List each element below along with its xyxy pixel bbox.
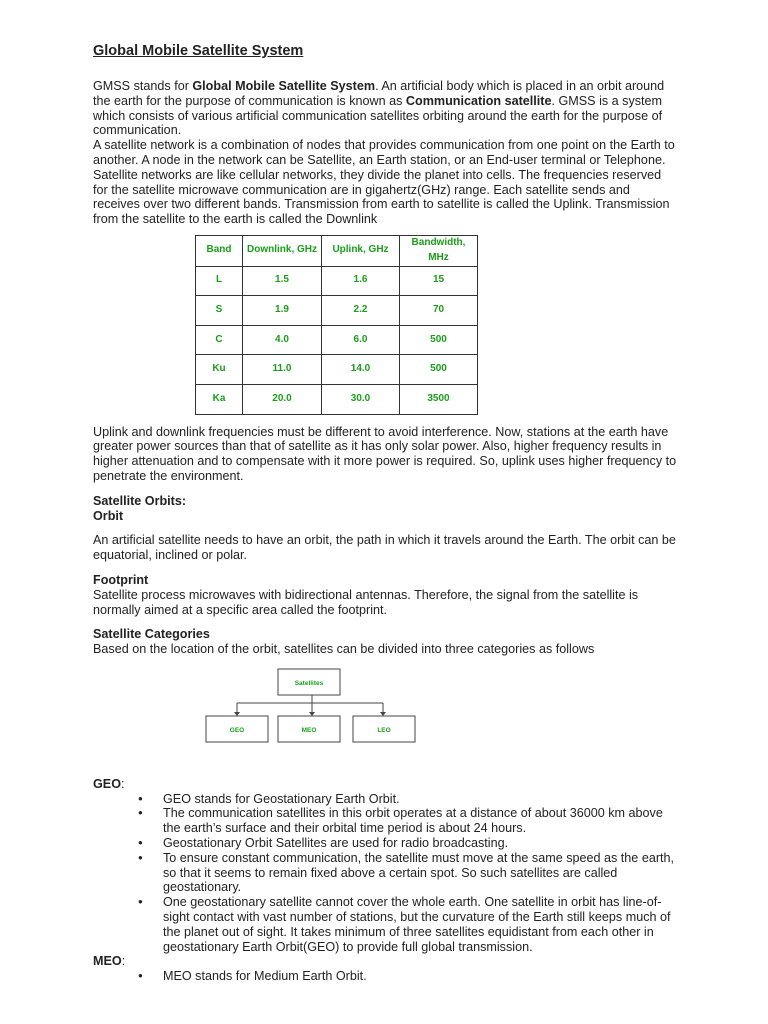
table-cell: 14.0 xyxy=(322,355,400,385)
diagram-child-label: GEO xyxy=(229,726,245,734)
diagram-child-label: LEO xyxy=(377,726,391,734)
table-row xyxy=(196,296,478,326)
table-cell: C xyxy=(196,325,243,355)
orbit-paragraph: An artificial satellite needs to have an orbit, the path in which it travels around the Earth. The orbit can be equatorial, inclined or polar. xyxy=(93,533,676,563)
table-row xyxy=(196,384,478,414)
table-header: Bandwidth, MHz xyxy=(400,235,478,266)
intro-paragraph-2: A satellite network is a combination of nodes that provides communication from one point on the Earth to another. A node in the network can be Satellite, an Earth station, or an End-user terminal or Telephone. Satellite networks are like cellular networks, they divide the planet into cells. The frequencies reserved for the satellite microwave communication are in gigahertz(GHz) range. Each satellite sends and receives over two different bands. Transmission from earth to satellite is called the Uplink. Transmission from the satellite to the earth is called the Downlink xyxy=(93,138,675,227)
table-header-row xyxy=(196,235,478,266)
list-item: ● GEO stands for Geostationary Earth Orbit. xyxy=(93,792,678,807)
meo-suffix: : xyxy=(121,954,126,969)
table-header: Band xyxy=(196,235,243,266)
table-header: Downlink, GHz xyxy=(243,235,322,266)
table-row xyxy=(196,266,478,296)
intro-bold-term: Communication satellite xyxy=(405,93,552,108)
geo-list xyxy=(93,792,678,955)
table-cell: 500 xyxy=(400,325,478,355)
meo-heading xyxy=(93,954,678,969)
list-item: ● The communication satellites in this orbit operates at a distance of about 36000 km above the earth’s surface and their orbital time period is about 24 hours. xyxy=(93,806,678,836)
geo-label: GEO xyxy=(93,776,121,791)
table-cell: 2.2 xyxy=(322,296,400,326)
meo-list xyxy=(93,969,678,984)
table-cell: 1.5 xyxy=(243,266,322,296)
diagram-child-label: MEO xyxy=(301,726,317,734)
table-cell: 1.6 xyxy=(322,266,400,296)
table-cell: 1.9 xyxy=(243,296,322,326)
table-header: Uplink, GHz xyxy=(322,235,400,266)
table-cell: 11.0 xyxy=(243,355,322,385)
table-cell: 6.0 xyxy=(322,325,400,355)
arrow-head-icon xyxy=(309,712,315,716)
table-cell: 30.0 xyxy=(322,384,400,414)
table-cell: Ka xyxy=(196,384,243,414)
geo-suffix: : xyxy=(121,776,125,791)
list-item: ● MEO stands for Medium Earth Orbit. xyxy=(93,969,678,984)
table-cell: L xyxy=(196,266,243,296)
orbit-subheading: Orbit xyxy=(93,508,124,523)
meo-label: MEO xyxy=(93,954,122,969)
uplink-paragraph: Uplink and downlink frequencies must be different to avoid interference. Now, stations at the earth have greater power sources than that of satellite as it has only solar power. Also, higher frequency results in higher attenuation and to compensate with it more power is required. So, uplink uses higher frequency to penetrate the environment. xyxy=(93,424,677,483)
table-row xyxy=(196,355,478,385)
footprint-heading: Footprint xyxy=(93,572,149,587)
table-row xyxy=(196,325,478,355)
intro-text: . An artificial body which is placed in an orbit around the earth for the purpose of communication is known as xyxy=(93,79,665,108)
intro-text: GMSS stands for xyxy=(93,79,193,93)
table-cell: 20.0 xyxy=(243,384,322,414)
table-cell: Ku xyxy=(196,355,243,385)
footprint-paragraph: Satellite process microwaves with bidirectional antennas. Therefore, the signal from the satellite is normally aimed at a specific area called the footprint. xyxy=(93,587,639,617)
list-item: ● To ensure constant communication, the satellite must move at the same speed as the earth, so that it seems to remain fixed above a certain spot. So such satellites are called geostationary. xyxy=(93,851,678,895)
categories-heading: Satellite Categories xyxy=(93,627,210,642)
categories-paragraph: Based on the location of the orbit, satellites can be divided into three categories as follows xyxy=(93,642,595,657)
intro-bold-term: Global Mobile Satellite System xyxy=(192,79,376,93)
frequency-band-table xyxy=(195,235,478,415)
table-cell: 3500 xyxy=(400,384,478,414)
document-page xyxy=(93,42,678,984)
satellite-categories-diagram xyxy=(93,663,678,763)
diagram-root-label: Satellites xyxy=(294,679,324,687)
arrow-head-icon xyxy=(380,712,386,716)
intro-text: . GMSS is a system which consists of various artificial communication satellites orbiting around the earth for the purpose of communication. xyxy=(93,93,663,138)
list-item: ● One geostationary satellite cannot cover the whole earth. One satellite in orbit has line-of-sight contact with vast number of stations, but the curvature of the Earth still keeps much of the planet out of sight. It takes minimum of three satellites equidistant from each other in geostationary Earth Orbit(GEO) to provide full global transmission. xyxy=(93,895,678,954)
geo-heading xyxy=(93,777,678,792)
arrow-head-icon xyxy=(234,712,240,716)
table-cell: S xyxy=(196,296,243,326)
list-item: ● Geostationary Orbit Satellites are used for radio broadcasting. xyxy=(93,836,678,851)
table-cell: 15 xyxy=(400,266,478,296)
table-cell: 70 xyxy=(400,296,478,326)
table-cell: 500 xyxy=(400,355,478,385)
table-cell: 4.0 xyxy=(243,325,322,355)
orbits-heading: Satellite Orbits: xyxy=(93,493,187,508)
page-title: Global Mobile Satellite System xyxy=(93,43,304,59)
intro-paragraph-1 xyxy=(93,79,678,138)
